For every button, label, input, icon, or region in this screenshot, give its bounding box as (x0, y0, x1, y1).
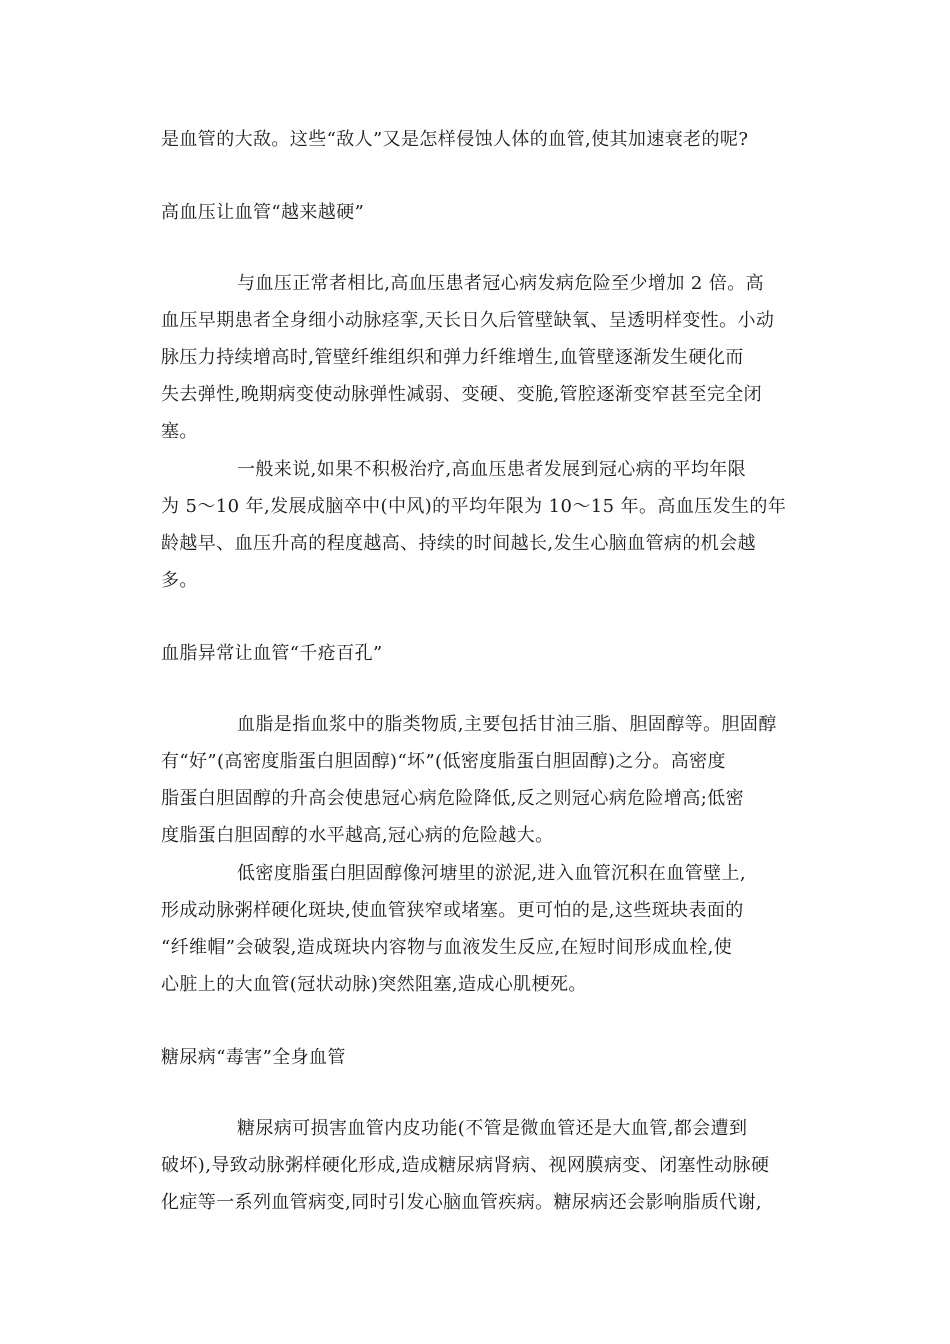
section-heading-dyslipidemia: 血脂异常让血管“千疮百孔” (161, 643, 383, 664)
paragraph-line: 龄越早、血压升高的程度越高、持续的时间越长,发生心脑血管病的机会越 (161, 533, 756, 554)
section-heading-diabetes: 糖尿病“毒害”全身血管 (161, 1047, 346, 1068)
paragraph-line: 血脂是指血浆中的脂类物质,主要包括甘油三脂、胆固醇等。胆固醇 (237, 714, 777, 735)
paragraph-line: 糖尿病可损害血管内皮功能(不管是微血管还是大血管,都会遭到 (237, 1118, 748, 1139)
paragraph-line: 化症等一系列血管病变,同时引发心脑血管疾病。糖尿病还会影响脂质代谢, (161, 1192, 763, 1213)
paragraph-line: 破坏),导致动脉粥样硬化形成,造成糖尿病肾病、视网膜病变、闭塞性动脉硬 (161, 1155, 770, 1176)
paragraph-line: 一般来说,如果不积极治疗,高血压患者发展到冠心病的平均年限 (237, 459, 747, 480)
paragraph-line: 与血压正常者相比,高血压患者冠心病发病危险至少增加 2 倍。高 (237, 273, 765, 294)
paragraph-line: 失去弹性,晚期病变使动脉弹性减弱、变硬、变脆,管腔逐渐变窄甚至完全闭 (161, 384, 763, 405)
paragraph-line: 血压早期患者全身细小动脉痉挛,天长日久后管壁缺氧、呈透明样变性。小动 (161, 310, 775, 331)
paragraph-line: 塞。 (161, 421, 198, 442)
paragraph-line: 形成动脉粥样硬化斑块,使血管狭窄或堵塞。更可怕的是,这些斑块表面的 (161, 900, 744, 921)
section-heading-hypertension: 高血压让血管“越来越硬” (161, 202, 365, 223)
paragraph-line: 有“好”(高密度脂蛋白胆固醇)“坏”(低密度脂蛋白胆固醇)之分。高密度 (161, 751, 726, 772)
paragraph-line: “纤维帽”会破裂,造成斑块内容物与血液发生反应,在短时间形成血栓,使 (161, 937, 733, 958)
paragraph-line: 心脏上的大血管(冠状动脉)突然阻塞,造成心肌梗死。 (161, 974, 587, 995)
intro-line: 是血管的大敌。这些“敌人”又是怎样侵蚀人体的血管,使其加速衰老的呢? (161, 129, 749, 150)
paragraph-line: 多。 (161, 570, 198, 591)
paragraph-line: 度脂蛋白胆固醇的水平越高,冠心病的危险越大。 (161, 825, 554, 846)
paragraph-line: 低密度脂蛋白胆固醇像河塘里的淤泥,进入血管沉积在血管壁上, (237, 863, 747, 884)
paragraph-line: 为 5～10 年,发展成脑卒中(中风)的平均年限为 10～15 年。高血压发生的年 (161, 496, 787, 517)
paragraph-line: 脂蛋白胆固醇的升高会使患冠心病危险降低,反之则冠心病危险增高;低密 (161, 788, 744, 809)
paragraph-line: 脉压力持续增高时,管壁纤维组织和弹力纤维增生,血管壁逐渐发生硬化而 (161, 347, 744, 368)
